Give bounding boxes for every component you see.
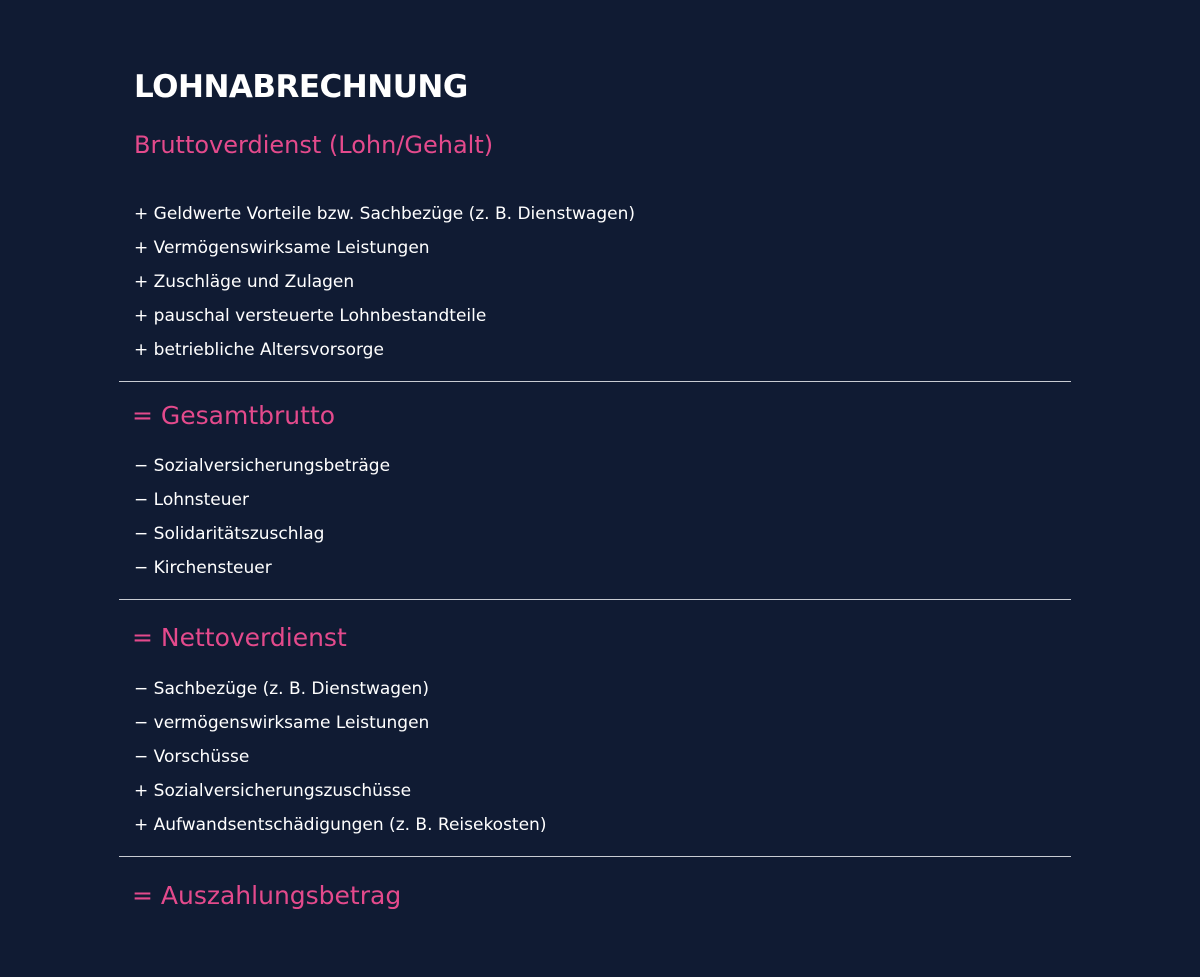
net-heading: = Nettoverdienst (132, 623, 347, 652)
list-item: − Solidaritätszuschlag (134, 524, 325, 544)
list-item: − Sozialversicherungsbeträge (134, 456, 391, 476)
total-gross-heading: = Gesamtbrutto (132, 401, 336, 430)
list-item: + pauschal versteuerte Lohnbestandteile (134, 306, 487, 326)
list-item: − Vorschüsse (134, 747, 250, 767)
list-item: − Lohnsteuer (134, 490, 249, 510)
payout-heading: = Auszahlungsbetrag (132, 881, 402, 910)
list-item: + Vermögenswirksame Leistungen (134, 238, 430, 258)
list-item: + Aufwandsentschädigungen (z. B. Reisekosten) (134, 815, 547, 835)
list-item: − Kirchensteuer (134, 558, 272, 578)
divider (119, 856, 1071, 857)
divider (119, 599, 1071, 600)
list-item: + betriebliche Altersvorsorge (134, 340, 384, 360)
list-item: − Sachbezüge (z. B. Dienstwagen) (134, 679, 429, 699)
list-item: + Zuschläge und Zulagen (134, 272, 355, 292)
divider (119, 381, 1071, 382)
page-title: LOHNABRECHNUNG (134, 69, 468, 105)
list-item: − vermögenswirksame Leistungen (134, 713, 430, 733)
gross-heading: Bruttoverdienst (Lohn/Gehalt) (134, 131, 494, 159)
list-item: + Geldwerte Vorteile bzw. Sachbezüge (z. B. Dienstwagen) (134, 204, 635, 224)
list-item: + Sozialversicherungszuschüsse (134, 781, 412, 801)
